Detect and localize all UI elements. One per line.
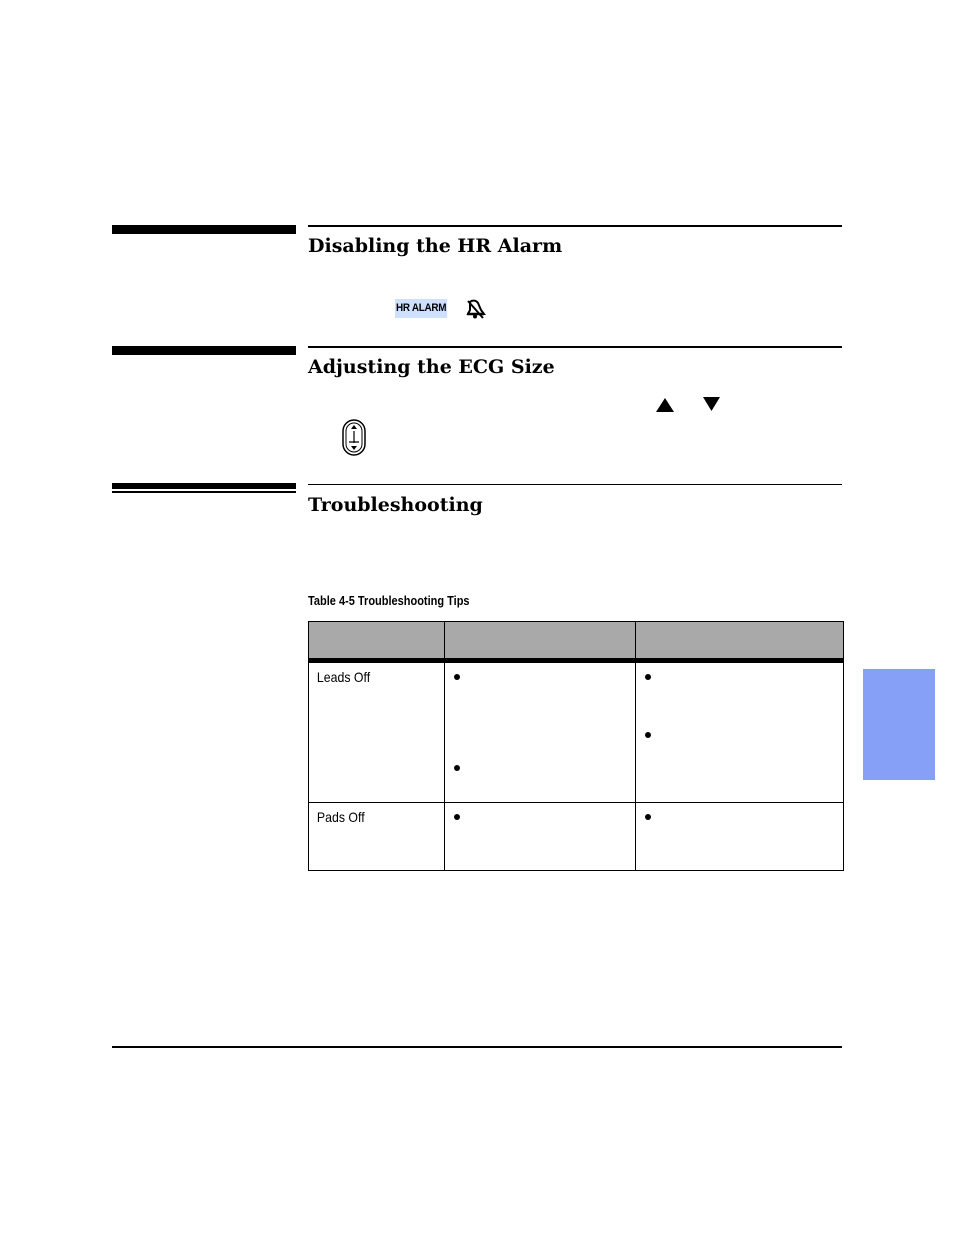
table-row: [309, 803, 844, 871]
solution-cell: [636, 803, 844, 871]
condition-cell: [309, 661, 445, 803]
bullet-icon: [645, 674, 651, 680]
section-title: Disabling the HR Alarm: [308, 235, 563, 257]
table-caption: Table 4-5 Troubleshooting Tips: [308, 594, 470, 608]
bullet-icon: [454, 674, 460, 680]
cause-cell: [445, 661, 636, 803]
header-solution: [636, 622, 844, 661]
bullet-icon: [454, 765, 460, 771]
section-marker-bar: [112, 346, 296, 355]
section-rule: [308, 346, 842, 348]
section-rule: [308, 484, 842, 485]
section-rule: [308, 225, 842, 227]
bullet-item: [445, 803, 635, 817]
condition-text: Leads Off: [316, 669, 371, 685]
section-title: Troubleshooting: [308, 494, 483, 516]
section-title: Adjusting the ECG Size: [308, 356, 555, 378]
section-marker-bar: [112, 225, 296, 234]
table-header-row: [309, 622, 844, 661]
bullet-item: [636, 721, 843, 735]
condition-cell: [309, 803, 445, 871]
up-triangle-icon: [656, 398, 674, 418]
troubleshooting-table: [308, 621, 844, 871]
chapter-tab: [863, 669, 935, 780]
header-condition: [309, 622, 445, 661]
bullet-item: [636, 663, 843, 677]
solution-cell: [636, 661, 844, 803]
alarm-off-bell-icon: [464, 298, 486, 320]
down-triangle-icon: [703, 397, 720, 417]
hr-alarm-softkey: HR ALARM: [395, 299, 447, 318]
bullet-icon: [454, 814, 460, 820]
section-marker-bar-thin: [112, 491, 296, 493]
header-cause: [445, 622, 636, 661]
bullet-icon: [645, 814, 651, 820]
condition-text: Pads Off: [316, 809, 365, 825]
bullet-item: [445, 757, 635, 771]
bullet-item: [445, 663, 635, 677]
footer-rule: [112, 1046, 842, 1048]
section-marker-bar: [112, 483, 296, 489]
bullet-icon: [645, 732, 651, 738]
ecg-size-knob-icon: [342, 419, 366, 461]
bullet-item: [636, 803, 843, 817]
table-row: [309, 661, 844, 803]
cause-cell: [445, 803, 636, 871]
